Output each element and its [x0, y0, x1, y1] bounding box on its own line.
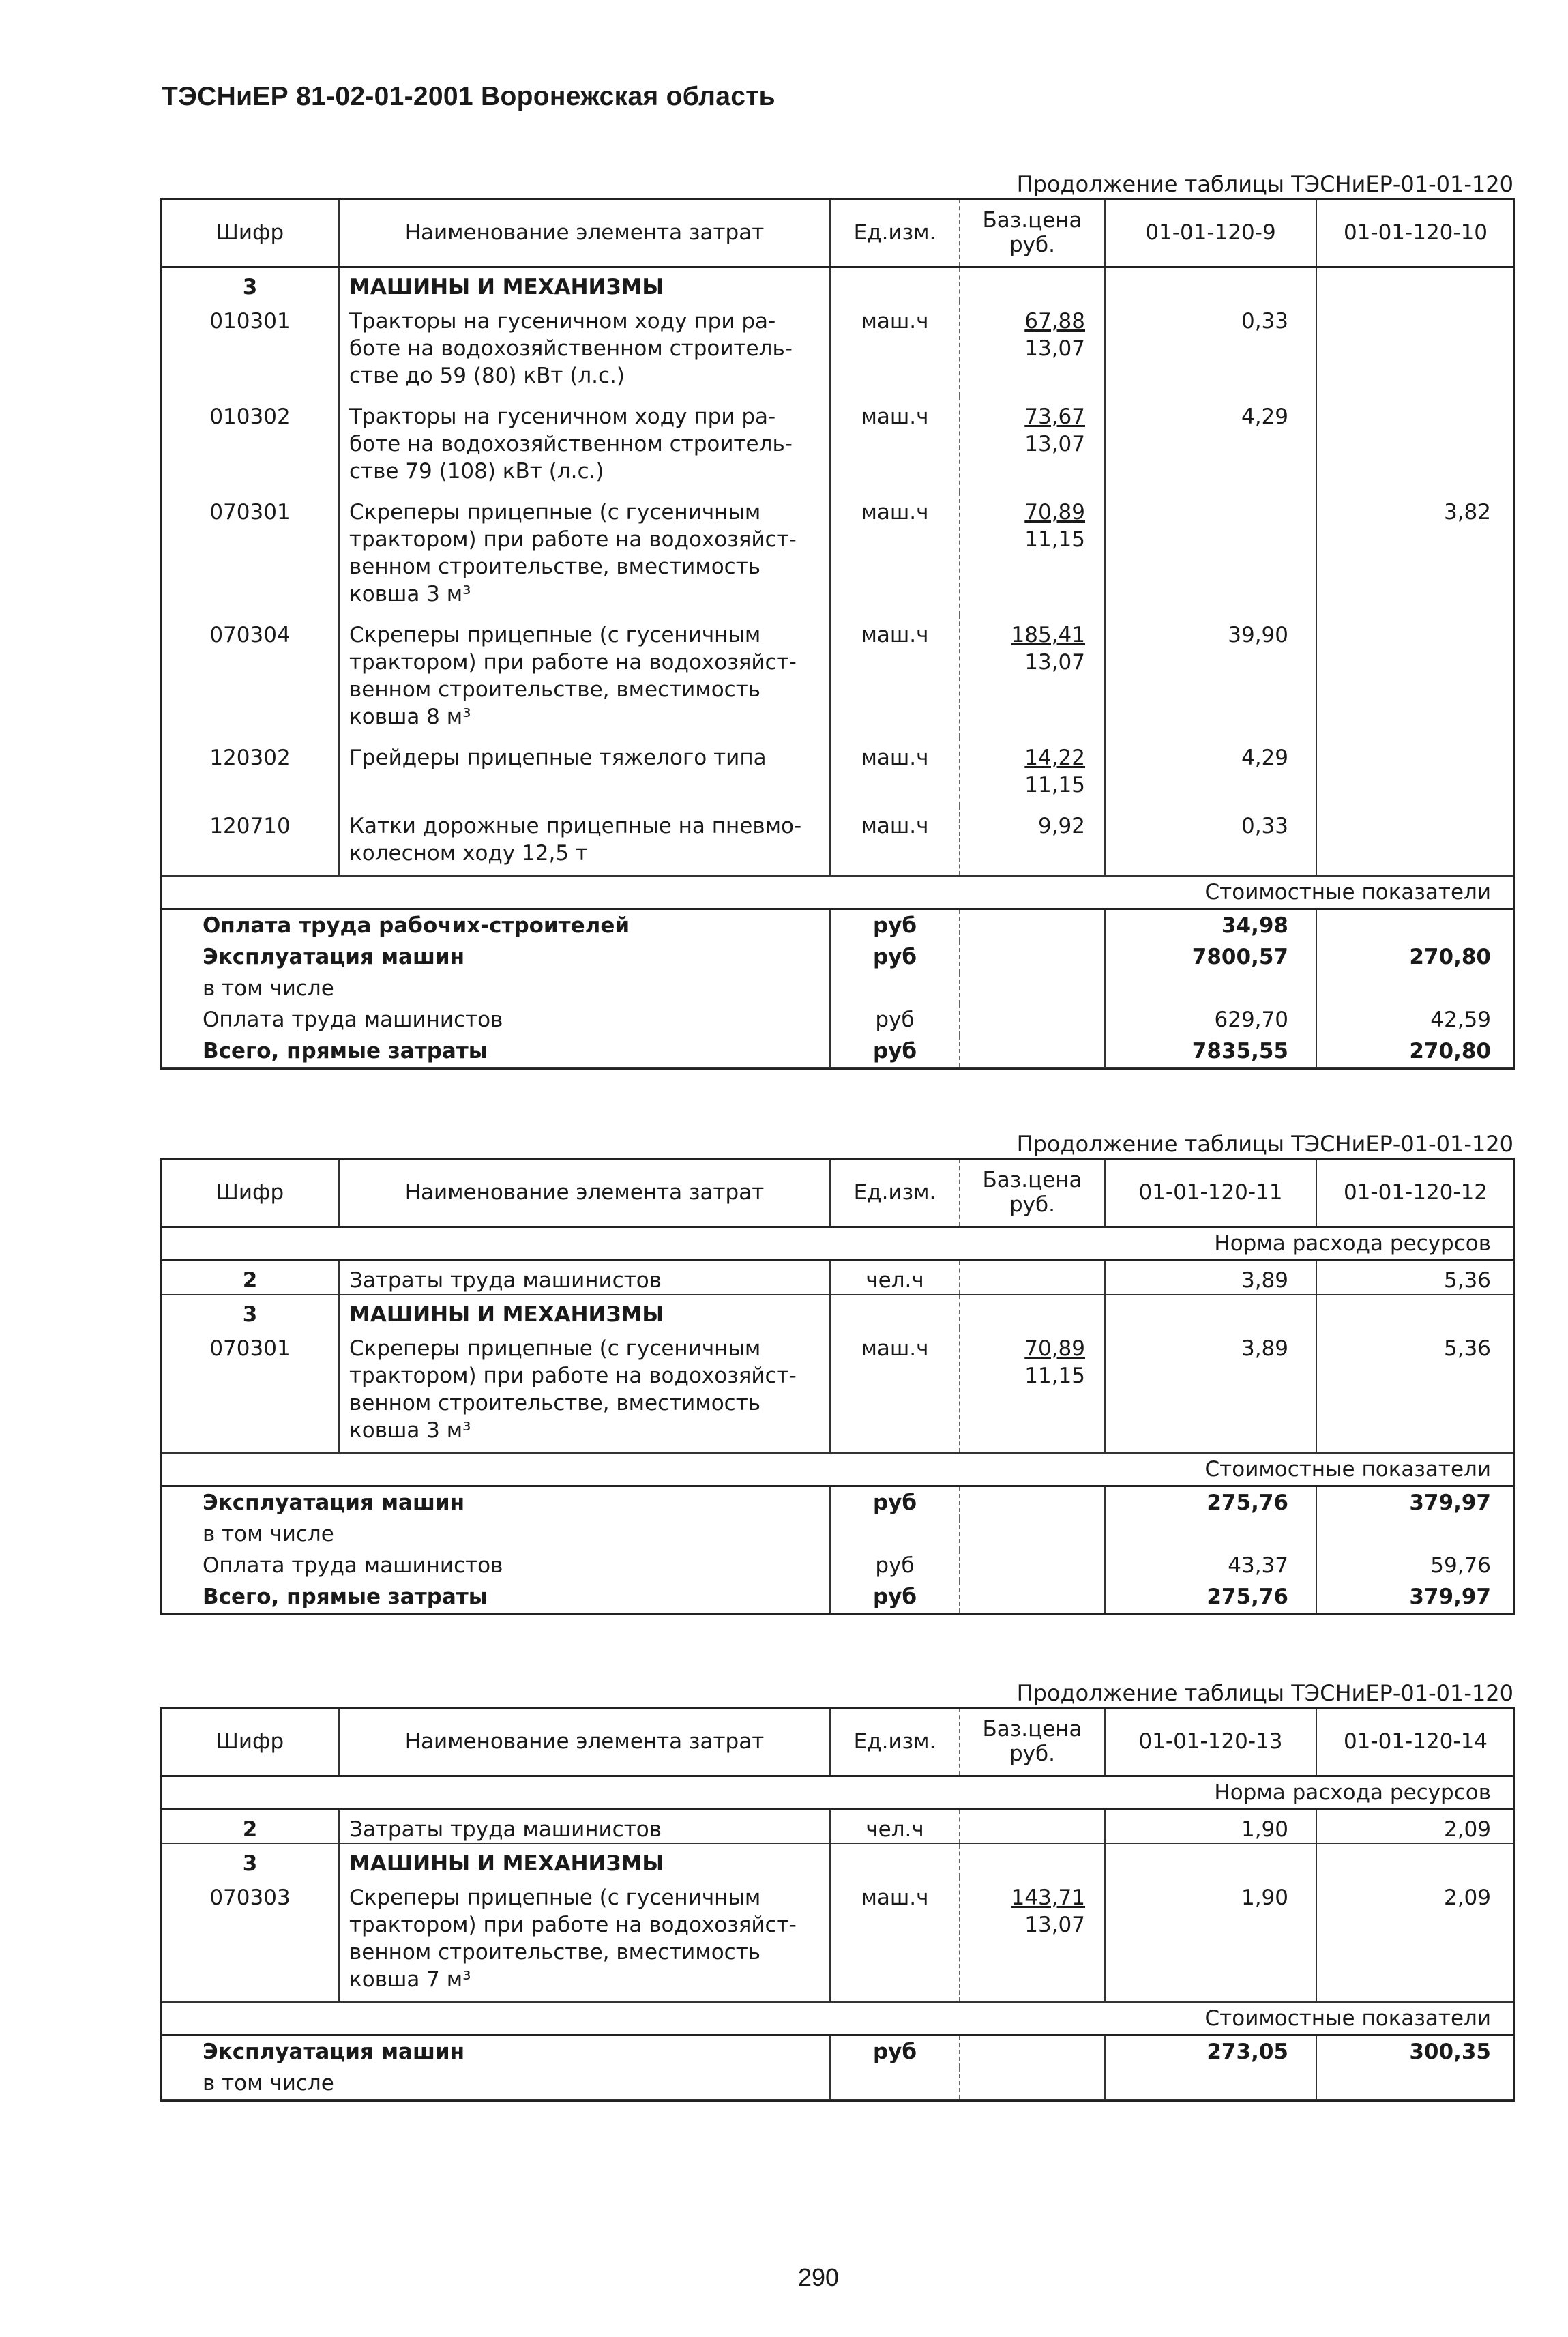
- table-row: 2 Затраты труда машинистов чел.ч 1,90 2,09: [162, 1810, 1514, 1844]
- section-row: 3 МАШИНЫ И МЕХАНИЗМЫ: [162, 1844, 1514, 1877]
- summary-row: Эксплуатация машин руб 275,76 379,97: [162, 1486, 1514, 1519]
- continuation-caption: Продолжение таблицы ТЭСНиЕР-01-01-120: [1016, 1680, 1513, 1706]
- table-row: 070301 Скреперы прицепные (с гусеничным трактором) при работе на водохозяйст- венном строительстве, вместимость ковша 3 м³ маш.ч 70,89 11,15 3,82: [162, 492, 1514, 615]
- table-row: 120710 Катки дорожные прицепные на пневмо- колесном ходу 12,5 т маш.ч 9,92 0,33: [162, 806, 1514, 876]
- table-row: 2 Затраты труда машинистов чел.ч 3,89 5,36: [162, 1261, 1514, 1295]
- summary-row: в том числе: [162, 1518, 1514, 1550]
- resource-table-2: [162, 1159, 1514, 1614]
- continuation-caption: Продолжение таблицы ТЭСНиЕР-01-01-120: [1016, 171, 1513, 197]
- resource-norm-label: Норма расхода ресурсов: [162, 1776, 1514, 1810]
- table-header-row: [162, 199, 1514, 267]
- table-row: 070301 Скреперы прицепные (с гусеничным трактором) при работе на водохозяйст- венном строительстве, вместимость ковша 3 м³ маш.ч 70,89 11,15 3,89 5,36: [162, 1328, 1514, 1453]
- summary-row: Эксплуатация машин руб 273,05 300,35: [162, 2035, 1514, 2068]
- section-row: 3 МАШИНЫ И МЕХАНИЗМЫ: [162, 1295, 1514, 1328]
- cost-indicators-label: Стоимостные показатели: [162, 876, 1514, 909]
- table-row: 120302 Грейдеры прицепные тяжелого типа маш.ч 14,22 11,15 4,29: [162, 737, 1514, 806]
- header-base-price: Баз.цена руб.: [960, 199, 1105, 267]
- summary-row: Оплата труда машинистов руб 629,70 42,59: [162, 1004, 1514, 1035]
- resource-norm-label: Норма расхода ресурсов: [162, 1227, 1514, 1261]
- page-number: 290: [798, 2263, 840, 2291]
- document-title: ТЭСНиЕР 81-02-01-2001 Воронежская область: [162, 82, 775, 111]
- continuation-caption: Продолжение таблицы ТЭСНиЕР-01-01-120: [1016, 1131, 1513, 1157]
- resource-table-1: [162, 199, 1514, 1068]
- section-row: 3 МАШИНЫ И МЕХАНИЗМЫ: [162, 267, 1514, 302]
- header-col-b: 01-01-120-10: [1316, 199, 1514, 267]
- summary-row: Эксплуатация машин руб 7800,57 270,80: [162, 941, 1514, 973]
- summary-row: Оплата труда рабочих-строителей руб 34,98: [162, 909, 1514, 942]
- table-row: 010302 Тракторы на гусеничном ходу при ра- боте на водохозяйственном строитель- стве 79 (108) кВт (л.с.) маш.ч 73,67 13,07 4,29: [162, 396, 1514, 492]
- table-row: 070303 Скреперы прицепные (с гусеничным трактором) при работе на водохозяйст- венном строительстве, вместимость ковша 7 м³ маш.ч 143,71 13,07 1,90 2,09: [162, 1877, 1514, 2002]
- table-header-row: Шифр Наименование элемента затрат Ед.изм. Баз.цена руб. 01-01-120-13 01-01-120-14: [162, 1708, 1514, 1776]
- summary-row: в том числе: [162, 973, 1514, 1004]
- header-name: Наименование элемента затрат: [339, 199, 830, 267]
- header-unit: Ед.изм.: [830, 199, 960, 267]
- cost-indicators-label: Стоимостные показатели: [162, 1453, 1514, 1486]
- summary-row: Оплата труда машинистов руб 43,37 59,76: [162, 1550, 1514, 1581]
- table-header-row: Шифр Наименование элемента затрат Ед.изм. Баз.цена руб. 01-01-120-11 01-01-120-12: [162, 1159, 1514, 1227]
- table-row: 070304 Скреперы прицепные (с гусеничным трактором) при работе на водохозяйст- венном строительстве, вместимость ковша 8 м³ маш.ч 185,41 13,07 39,90: [162, 615, 1514, 737]
- header-col-a: 01-01-120-9: [1105, 199, 1316, 267]
- header-code: Шифр: [162, 199, 339, 267]
- summary-row: Всего, прямые затраты руб 7835,55 270,80: [162, 1035, 1514, 1068]
- cost-indicators-label: Стоимостные показатели: [162, 2002, 1514, 2035]
- summary-row: Всего, прямые затраты руб 275,76 379,97: [162, 1581, 1514, 1613]
- table-row: 010301 Тракторы на гусеничном ходу при ра- боте на водохозяйственном строитель- стве до 59 (80) кВт (л.с.) маш.ч 67,88 13,07 0,33: [162, 301, 1514, 396]
- resource-table-3: [162, 1708, 1514, 2100]
- summary-row: в том числе: [162, 2068, 1514, 2100]
